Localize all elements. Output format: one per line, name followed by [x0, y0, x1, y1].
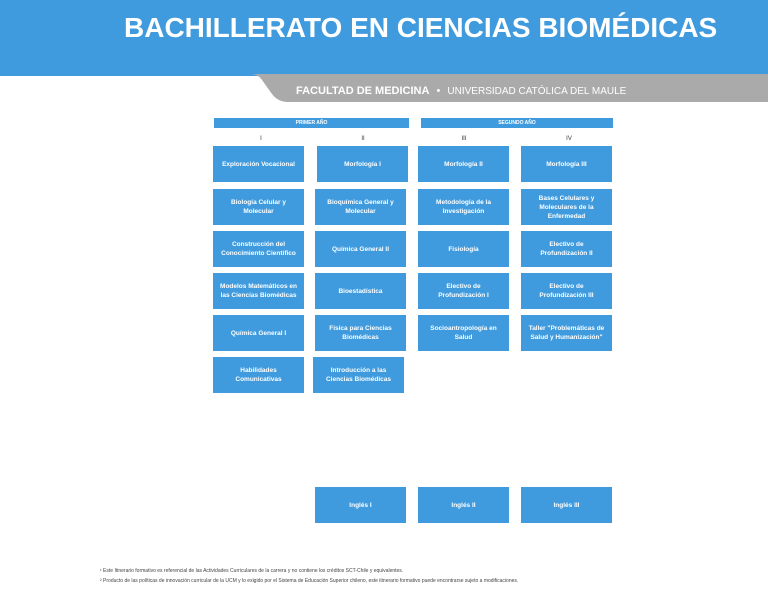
- course-s2-1[interactable]: Morfología I: [317, 146, 408, 182]
- course-s2-6[interactable]: Introducción a las Ciencias Biomédicas: [313, 357, 404, 393]
- course-s3-4[interactable]: Electivo de Profundización I: [418, 273, 509, 309]
- separator-dot: •: [436, 85, 441, 97]
- title-banner: [0, 0, 768, 76]
- year-header-1: PRIMER AÑO: [214, 118, 409, 128]
- course-s3-1[interactable]: Morfología II: [418, 146, 509, 182]
- page-title: BACHILLERATO EN CIENCIAS BIOMÉDICAS: [124, 12, 718, 43]
- course-s3-6[interactable]: Inglés II: [418, 487, 509, 523]
- semester-label-4: IV: [566, 136, 572, 142]
- faculty-name: FACULTAD DE MEDICINA: [296, 85, 430, 97]
- course-s1-5[interactable]: Química General I: [213, 315, 304, 351]
- course-s4-6[interactable]: Inglés III: [521, 487, 612, 523]
- course-s3-3[interactable]: Fisiología: [418, 231, 509, 267]
- footnote-2: ² Producto de las políticas de innovación curricular de la UCM y lo exigido por el Sistema de Educación Superior chileno, este itinerario formativo puede encontrarse sujeto a modificaciones.: [100, 578, 519, 584]
- course-s2-2[interactable]: Bioquímica General y Molecular: [315, 189, 406, 225]
- course-s2-3[interactable]: Química General II: [315, 231, 406, 267]
- course-s4-2[interactable]: Bases Celulares y Moleculares de la Enfermedad: [521, 189, 612, 225]
- course-s4-1[interactable]: Morfología III: [521, 146, 612, 182]
- year-header-2: SEGUNDO AÑO: [421, 118, 613, 128]
- course-s1-3[interactable]: Construcción del Conocimiento Científico: [213, 231, 304, 267]
- course-s1-2[interactable]: Biología Celular y Molecular: [213, 189, 304, 225]
- course-s4-3[interactable]: Electivo de Profundización II: [521, 231, 612, 267]
- semester-label-3: III: [461, 136, 467, 142]
- course-s3-2[interactable]: Metodología de la Investigación: [418, 189, 509, 225]
- course-s3-5[interactable]: Socioantropología en Salud: [418, 315, 509, 351]
- footnotes: [100, 566, 518, 586]
- course-s2-5[interactable]: Física para Ciencias Biomédicas: [315, 315, 406, 351]
- course-s4-4[interactable]: Electivo de Profundización III: [521, 273, 612, 309]
- subtitle: [296, 85, 626, 97]
- course-s1-4[interactable]: Modelos Matemáticos en las Ciencias Biomédicas: [213, 273, 304, 309]
- course-s1-1[interactable]: Exploración Vocacional: [213, 146, 304, 182]
- course-s2-4[interactable]: Bioestadística: [315, 273, 406, 309]
- course-s4-5[interactable]: Taller "Problemáticas de Salud y Humanización": [521, 315, 612, 351]
- footnote-1: ¹ Este Itinerario formativo es referencial de las Actividades Curriculares de la carrera y no contiene los créditos SCT-Chile y equivalentes.: [100, 568, 404, 574]
- semester-label-2: II: [361, 136, 365, 142]
- semester-label-1: I: [260, 136, 262, 142]
- course-s1-6[interactable]: Habilidades Comunicativas: [213, 357, 304, 393]
- course-s2-7[interactable]: Inglés I: [315, 487, 406, 523]
- university-name: UNIVERSIDAD CATÓLICA DEL MAULE: [447, 86, 627, 97]
